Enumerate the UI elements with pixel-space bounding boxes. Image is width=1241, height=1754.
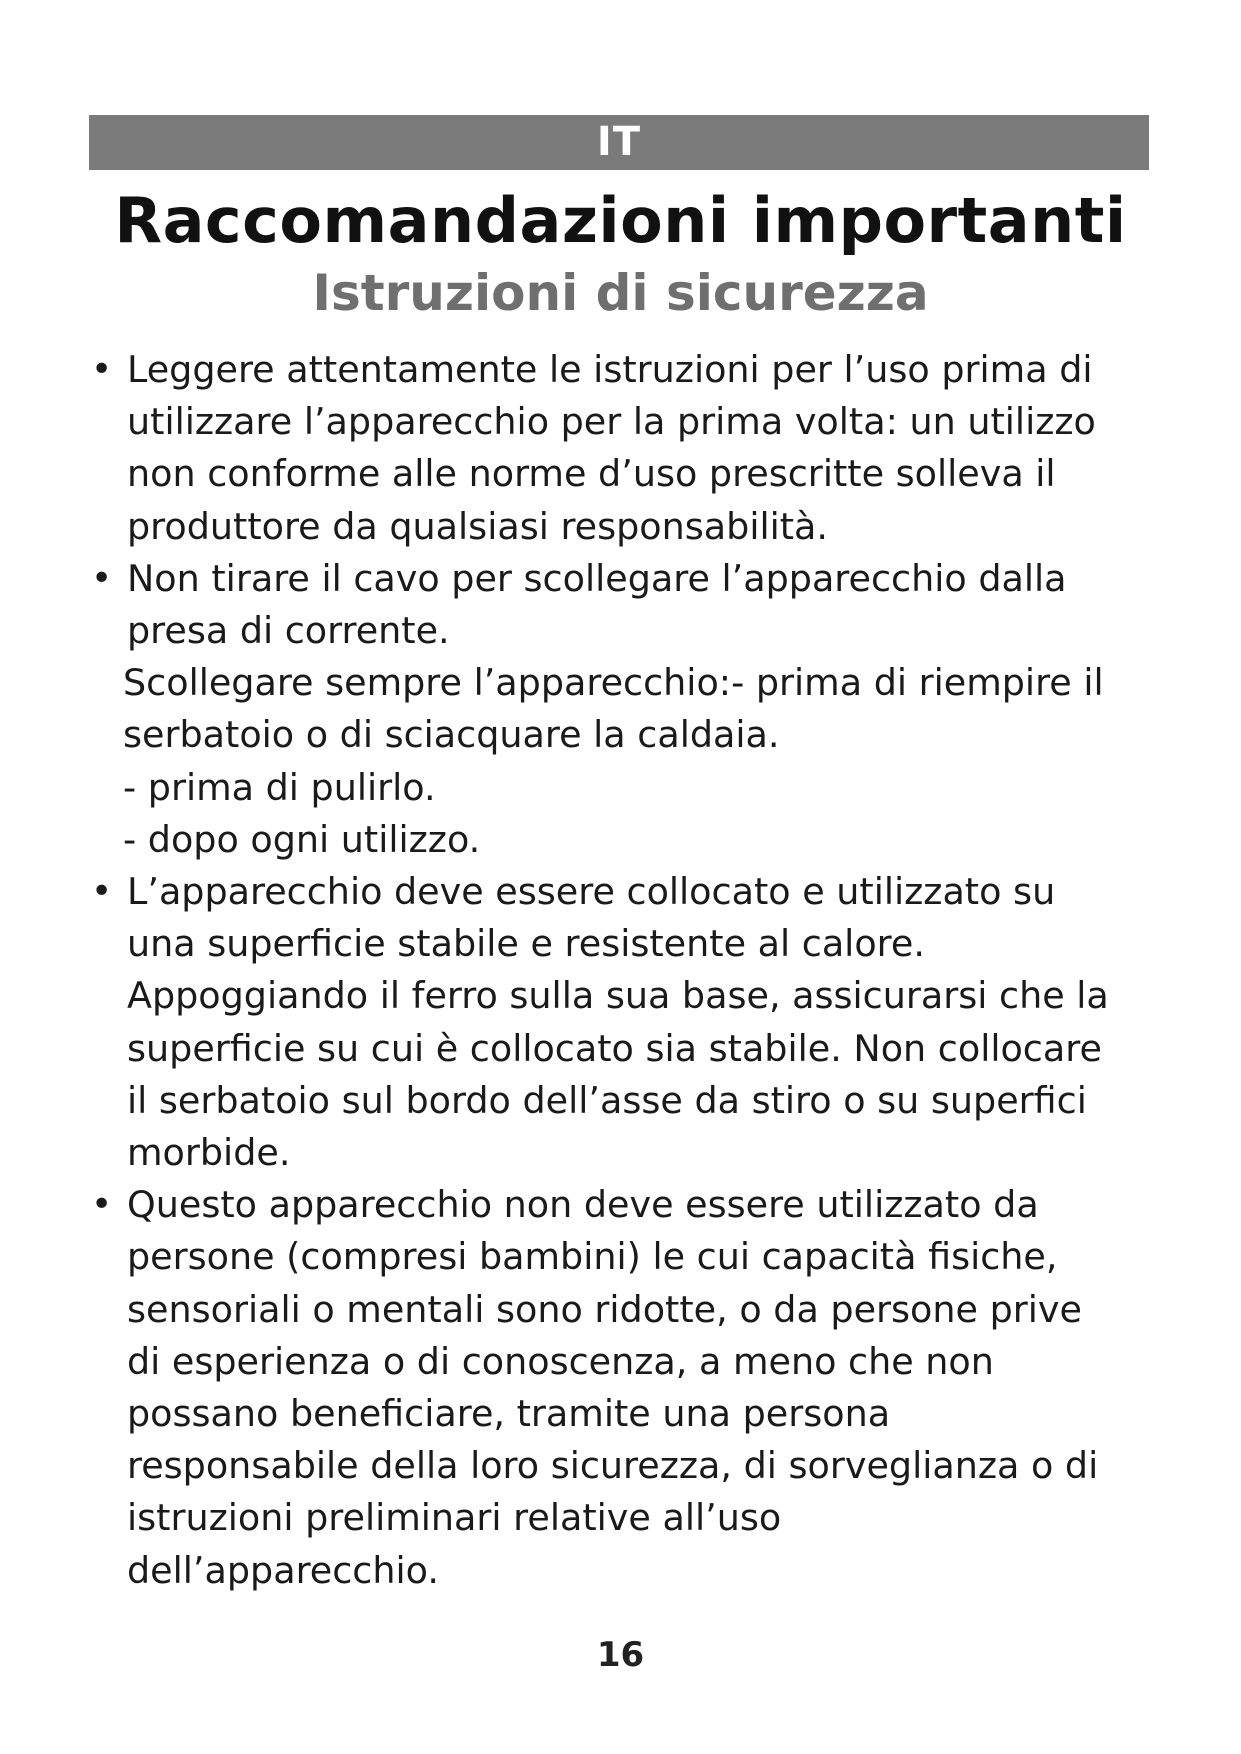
item-sub-line: - prima di pulirlo. <box>123 765 436 809</box>
item-text-line: Non tirare il cavo per scollegare l’apparecchio dalla <box>127 556 1067 600</box>
list-item <box>89 866 1169 1179</box>
safety-instructions-list <box>89 344 1169 1597</box>
item-text-line: responsabile della loro sicurezza, di sorveglianza o di <box>127 1444 1099 1488</box>
item-text-line: persone (compresi bambini) le cui capacità fisiche, <box>127 1235 1058 1279</box>
page-subtitle: Istruzioni di sicurezza <box>312 264 929 322</box>
item-text-line: istruzioni preliminari relative all’uso <box>127 1496 782 1540</box>
item-text-line: sensoriali o mentali sono ridotte, o da persone prive <box>127 1287 1082 1331</box>
item-sub-line: Scollegare sempre l’apparecchio:- prima di riempire il <box>123 661 1104 705</box>
list-item <box>89 1179 1169 1597</box>
bullet-icon: • <box>91 557 113 599</box>
item-sub-line: serbatoio o di sciacquare la caldaia. <box>123 713 780 757</box>
page-title: Raccomandazioni importanti <box>114 184 1127 257</box>
item-text-line: Questo apparecchio non deve essere utilizzato da <box>127 1183 1039 1227</box>
item-text-line: morbide. <box>127 1131 291 1175</box>
item-text-line: Appoggiando il ferro sulla sua base, assicurarsi che la <box>127 974 1109 1018</box>
list-item <box>89 344 1169 553</box>
item-text-line: Leggere attentamente le istruzioni per l’uso prima di <box>127 348 1093 391</box>
item-sub-line: - dopo ogni utilizzo. <box>123 817 481 861</box>
item-text-line: utilizzare l’apparecchio per la prima volta: un utilizzo <box>127 400 1096 444</box>
item-text-line: L’apparecchio deve essere collocato e utilizzato su <box>127 870 1056 914</box>
item-text-line: possano beneficiare, tramite una persona <box>127 1392 891 1436</box>
item-text-line: non conforme alle norme d’uso prescritte solleva il <box>127 452 1056 496</box>
item-text-line: produttore da qualsiasi responsabilità. <box>127 504 829 548</box>
bullet-icon: • <box>91 871 113 913</box>
list-item <box>89 553 1169 866</box>
bullet-icon: • <box>91 1184 113 1226</box>
language-header-bar <box>89 115 1149 170</box>
item-text-line: superficie su cui è collocato sia stabile. Non collocare <box>127 1026 1102 1070</box>
item-text-line: dell’apparecchio. <box>127 1548 439 1592</box>
item-text-line: presa di corrente. <box>127 609 450 653</box>
language-code: IT <box>596 119 642 165</box>
item-text-line: di esperienza o di conoscenza, a meno che non <box>127 1339 994 1383</box>
bullet-icon: • <box>91 349 113 390</box>
page-number: 16 <box>596 1635 645 1675</box>
item-text-line: una superficie stabile e resistente al calore. <box>127 922 925 966</box>
item-text-line: il serbatoio sul bordo dell’asse da stiro o su superfici <box>127 1078 1087 1122</box>
